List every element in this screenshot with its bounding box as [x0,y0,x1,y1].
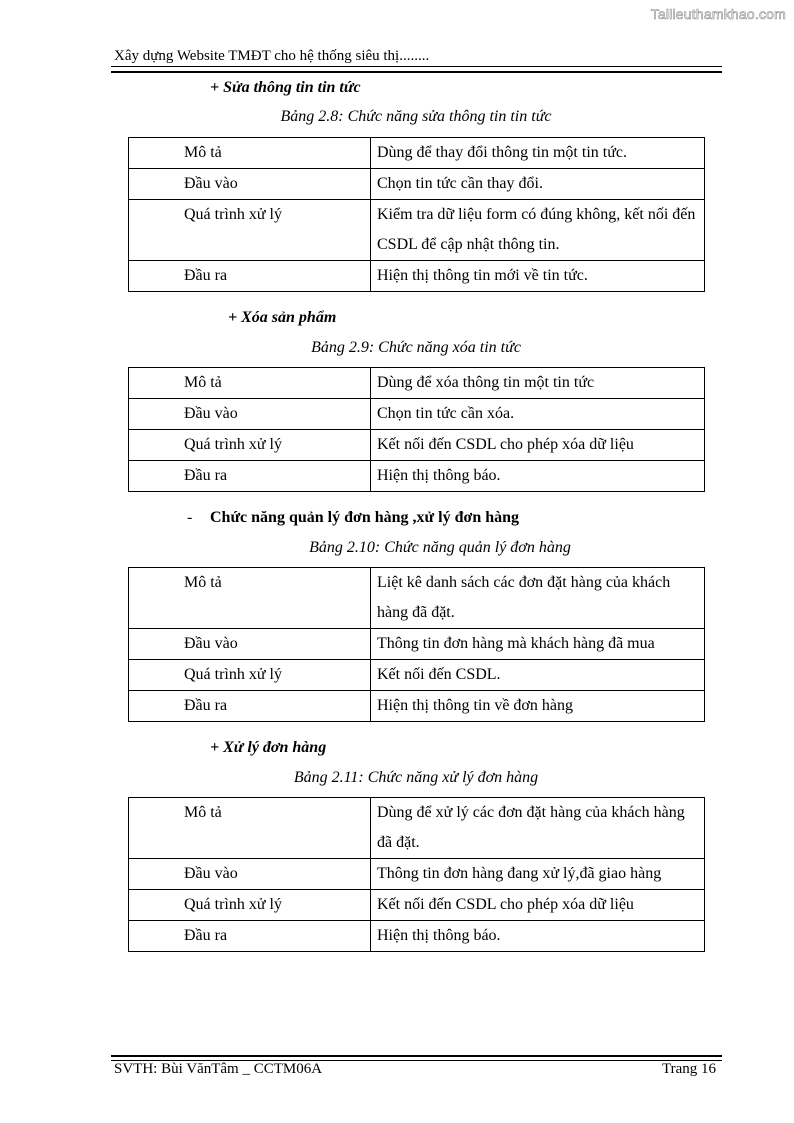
table-row [129,430,705,461]
table-row [129,629,705,660]
table-row [129,660,705,691]
row-label: Đầu vào [129,629,371,660]
row-label: Đầu vào [129,169,371,200]
row-value: Kết nối đến CSDL cho phép xóa dữ liệu [371,890,705,921]
table-row [129,921,705,952]
row-label: Quá trình xử lý [129,200,371,261]
table-row [129,798,705,859]
row-label: Mô tả [129,368,371,399]
row-value: Liệt kê danh sách các đơn đặt hàng của khách hàng đã đặt. [371,568,705,629]
row-value: Kiểm tra dữ liệu form có đúng không, kết nối đến CSDL để cập nhật thông tin. [371,200,705,261]
row-label: Quá trình xử lý [129,890,371,921]
table-row [129,890,705,921]
page-header: Xây dựng Website TMĐT cho hệ thống siêu thị........ [114,48,430,64]
table-row [129,691,705,722]
table-row [129,169,705,200]
row-label: Quá trình xử lý [129,430,371,461]
table-row [129,138,705,169]
table-row [129,368,705,399]
row-value: Hiện thị thông tin mới về tin tức. [371,261,705,292]
row-label: Đầu ra [129,691,371,722]
watermark: Tailieuthamkhao.com [650,6,786,22]
function-table [128,567,705,722]
row-label: Đầu ra [129,261,371,292]
section-heading: + Xử lý đơn hàng [210,739,327,756]
row-label: Mô tả [129,798,371,859]
row-label: Mô tả [129,138,371,169]
table-row [129,261,705,292]
row-label: Đầu vào [129,859,371,890]
row-label: Đầu ra [129,921,371,952]
section-heading: + Sửa thông tin tin tức [210,79,361,96]
function-table [128,137,705,292]
row-value: Kết nối đến CSDL cho phép xóa dữ liệu [371,430,705,461]
row-label: Đầu ra [129,461,371,492]
header-rule [111,66,722,73]
row-value: Thông tin đơn hàng mà khách hàng đã mua [371,629,705,660]
list-dash: - [187,509,193,526]
footer-author: SVTH: Bùi VănTâm _ CCTM06A [114,1061,323,1077]
row-value: Hiện thị thông báo. [371,461,705,492]
row-value: Chọn tin tức cần thay đổi. [371,169,705,200]
table-row [129,200,705,261]
function-table [128,797,705,952]
row-value: Dùng để thay đổi thông tin một tin tức. [371,138,705,169]
table-caption: Bảng 2.8: Chức năng sửa thông tin tin tức [280,108,552,125]
row-value: Hiện thị thông tin về đơn hàng [371,691,705,722]
row-label: Đầu vào [129,399,371,430]
row-value: Dùng để xóa thông tin một tin tức [371,368,705,399]
row-value: Dùng để xử lý các đơn đặt hàng của khách hàng đã đặt. [371,798,705,859]
row-label: Mô tả [129,568,371,629]
function-table [128,367,705,492]
row-value: Hiện thị thông báo. [371,921,705,952]
table-caption: Bảng 2.10: Chức năng quản lý đơn hàng [309,539,571,556]
page-number: Trang 16 [661,1061,716,1077]
row-value: Thông tin đơn hàng đang xử lý,đã giao hàng [371,859,705,890]
section-heading: + Xóa sản phẩm [228,309,337,326]
table-row [129,568,705,629]
section-heading: Chức năng quản lý đơn hàng ,xử lý đơn hàng [210,509,520,526]
row-label: Quá trình xử lý [129,660,371,691]
table-caption: Bảng 2.9: Chức năng xóa tin tức [311,339,521,356]
row-value: Kết nối đến CSDL. [371,660,705,691]
row-value: Chọn tin tức cần xóa. [371,399,705,430]
table-row [129,859,705,890]
table-row [129,461,705,492]
table-row [129,399,705,430]
table-caption: Bảng 2.11: Chức năng xử lý đơn hàng [293,769,539,786]
